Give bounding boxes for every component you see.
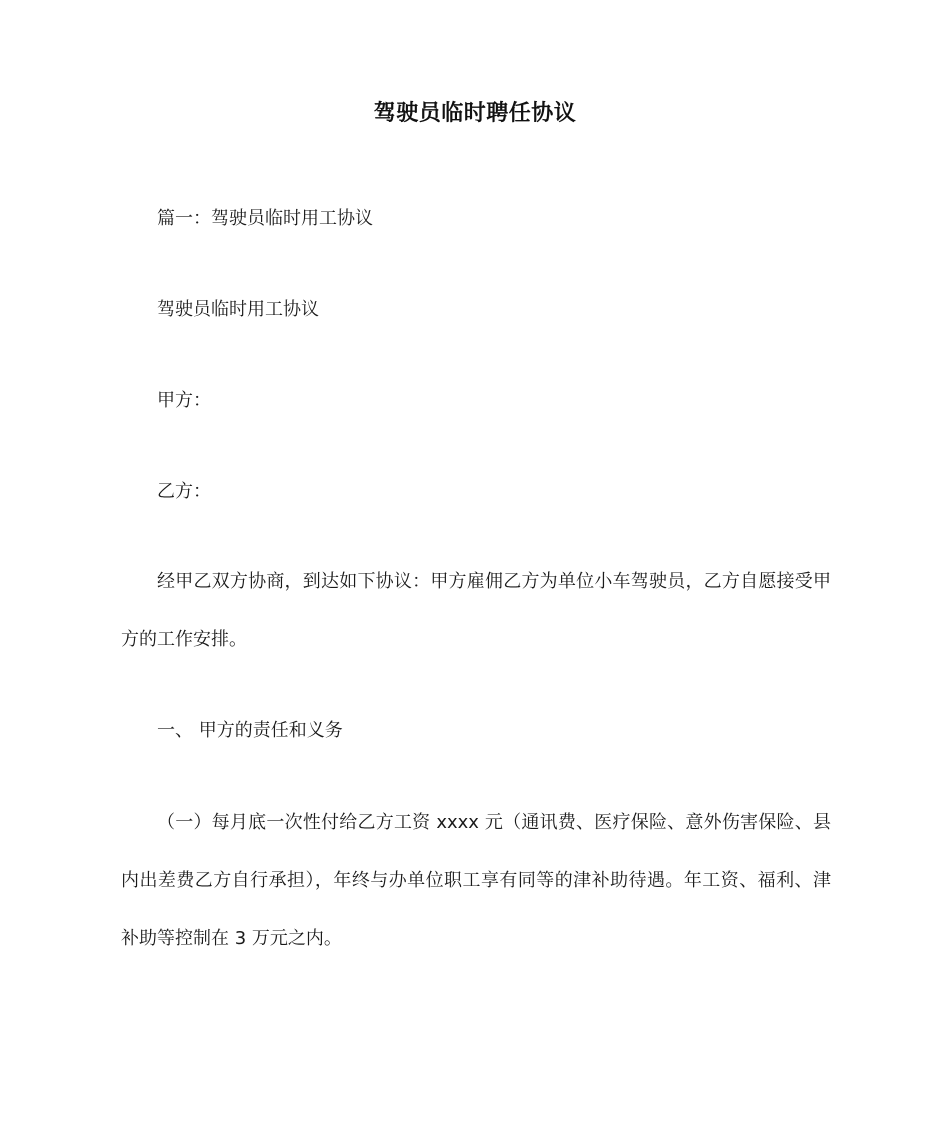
- intro-paragraph: 经甲乙双方协商，到达如下协议：甲方雇佣乙方为单位小车驾驶员，乙方自愿接受甲方的工作安排。: [121, 571, 831, 650]
- party-a-label: 甲方：: [157, 390, 211, 411]
- article-one-heading: 一、 甲方的责任和义务: [157, 720, 343, 741]
- clause-one-paragraph: （一）每月底一次性付给乙方工资 xxxx 元（通讯费、医疗保险、意外伤害保险、县内出差费乙方自行承担），年终与办单位职工享有同等的津补助待遇。年工资、福利、津补助等控制在 3 万元之内。: [121, 812, 831, 949]
- section-heading: 篇一：驾驶员临时用工协议: [157, 208, 373, 229]
- party-b-label: 乙方：: [157, 481, 211, 502]
- agreement-subtitle: 驾驶员临时用工协议: [157, 299, 319, 320]
- document-title: 驾驶员临时聘任协议: [373, 101, 577, 126]
